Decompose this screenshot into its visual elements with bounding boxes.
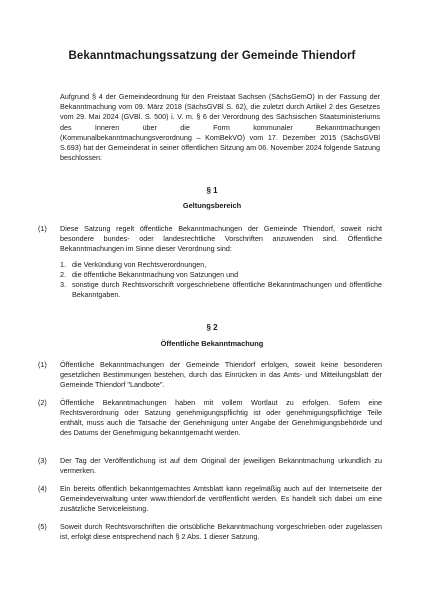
- paragraph-text: Der Tag der Veröffentlichung ist auf dem Original der jeweiligen Bekanntmachung urkundlich zu vermerken.: [60, 456, 382, 475]
- paragraph-number: (1): [38, 224, 47, 233]
- list-item-text: die Verkündung von Rechtsverordnungen,: [72, 260, 207, 269]
- list-item-text: die öffentliche Bekanntmachung von Satzungen und: [72, 270, 239, 279]
- paragraph-number: (5): [38, 522, 47, 531]
- list-item: [60, 280, 382, 300]
- list-item-number: 1.: [60, 260, 66, 269]
- paragraph-text: Öffentliche Bekanntmachungen der Gemeinde Thiendorf erfolgen, soweit keine besonderen gesetzlichen Bestimmungen bestehen, durch das Einrücken in das Amts- und Mitteilungsblatt der Gemeinde Thiendorf "Landbote".: [60, 360, 382, 389]
- section-1-number: § 1: [206, 186, 218, 195]
- document-title: Bekanntmachungssatzung der Gemeinde Thiendorf: [68, 50, 356, 62]
- section-2-number: § 2: [206, 323, 218, 332]
- list-item: [60, 270, 382, 280]
- section-2-title: Öffentliche Bekanntmachung: [160, 339, 264, 348]
- list-item-text: sonstige durch Rechtsvorschrift vorgeschriebene öffentliche Bekanntmachungen und öffentliche Bekanntgaben.: [72, 280, 382, 299]
- paragraph-text: Öffentliche Bekanntmachungen haben mit vollem Wortlaut zu erfolgen. Sofern eine Rechtsverordnung oder Satzung genehmigungspflichtig ist oder genehmigungspflichtige Teile enthält, muss auch die Tatsache der Genehmigung unter Angabe der Genehmigungsbehörde und des Datums der Genehmigung bekanntgemacht werden.: [60, 398, 382, 437]
- paragraph-number: (1): [38, 360, 47, 369]
- paragraph-number: (4): [38, 484, 47, 493]
- section-1-paragraph-1: [38, 224, 382, 256]
- section-1-title: Geltungsbereich: [182, 201, 242, 210]
- list-item: [60, 260, 382, 270]
- paragraph-number: (3): [38, 456, 47, 465]
- list-item-number: 3.: [60, 280, 66, 289]
- paragraph-number: (2): [38, 398, 47, 407]
- paragraph-text: Soweit durch Rechtsvorschriften die ortsübliche Bekanntmachung vorgeschrieben oder zugelassen ist, erfolgt diese entsprechend nach § 2 Abs. 1 dieser Satzung.: [60, 522, 382, 541]
- list-item-number: 2.: [60, 270, 66, 279]
- section-1-list: [60, 260, 382, 300]
- paragraph-text: Ein bereits öffentlich bekanntgemachtes Amtsblatt kann regelmäßig auch auf der Internetseite der Gemeindeverwaltung unter www.thiendorf.de veröffentlicht werden. Es handelt sich dabei um eine zusätzliche Serviceleistung.: [60, 484, 382, 513]
- paragraph-text: Diese Satzung regelt öffentliche Bekanntmachungen der Gemeinde Thiendorf, soweit nicht besondere bundes- oder landesrechtliche Vorschriften anzuwenden sind. Öffentliche Bekanntmachungen im Sinne dieser Verordnung sind:: [60, 224, 382, 253]
- preamble: Aufgrund § 4 der Gemeindeordnung für den Freistaat Sachsen (SächsGemO) in der Fassung der Bekanntmachung vom 09. März 2018 (SächsGVBl S. 62), die zuletzt durch Artikel 2 des Gesetzes vom 29. Mai 2024 (GVBl. S. 500) i. V. m. § 6 der Verordnung des Sächsischen Staatsministeriums des Inneren über die Form kommunaler Bekanntmachungen (Kommunalbekanntmachungsverordnung – KomBekVO) vom 17. Dezember 2015 (SächsGVBl S.693) hat der Gemeinderat in seiner öffentlichen Sitzung am 06. November 2024 folgende Satzung beschlossen:: [60, 92, 380, 163]
